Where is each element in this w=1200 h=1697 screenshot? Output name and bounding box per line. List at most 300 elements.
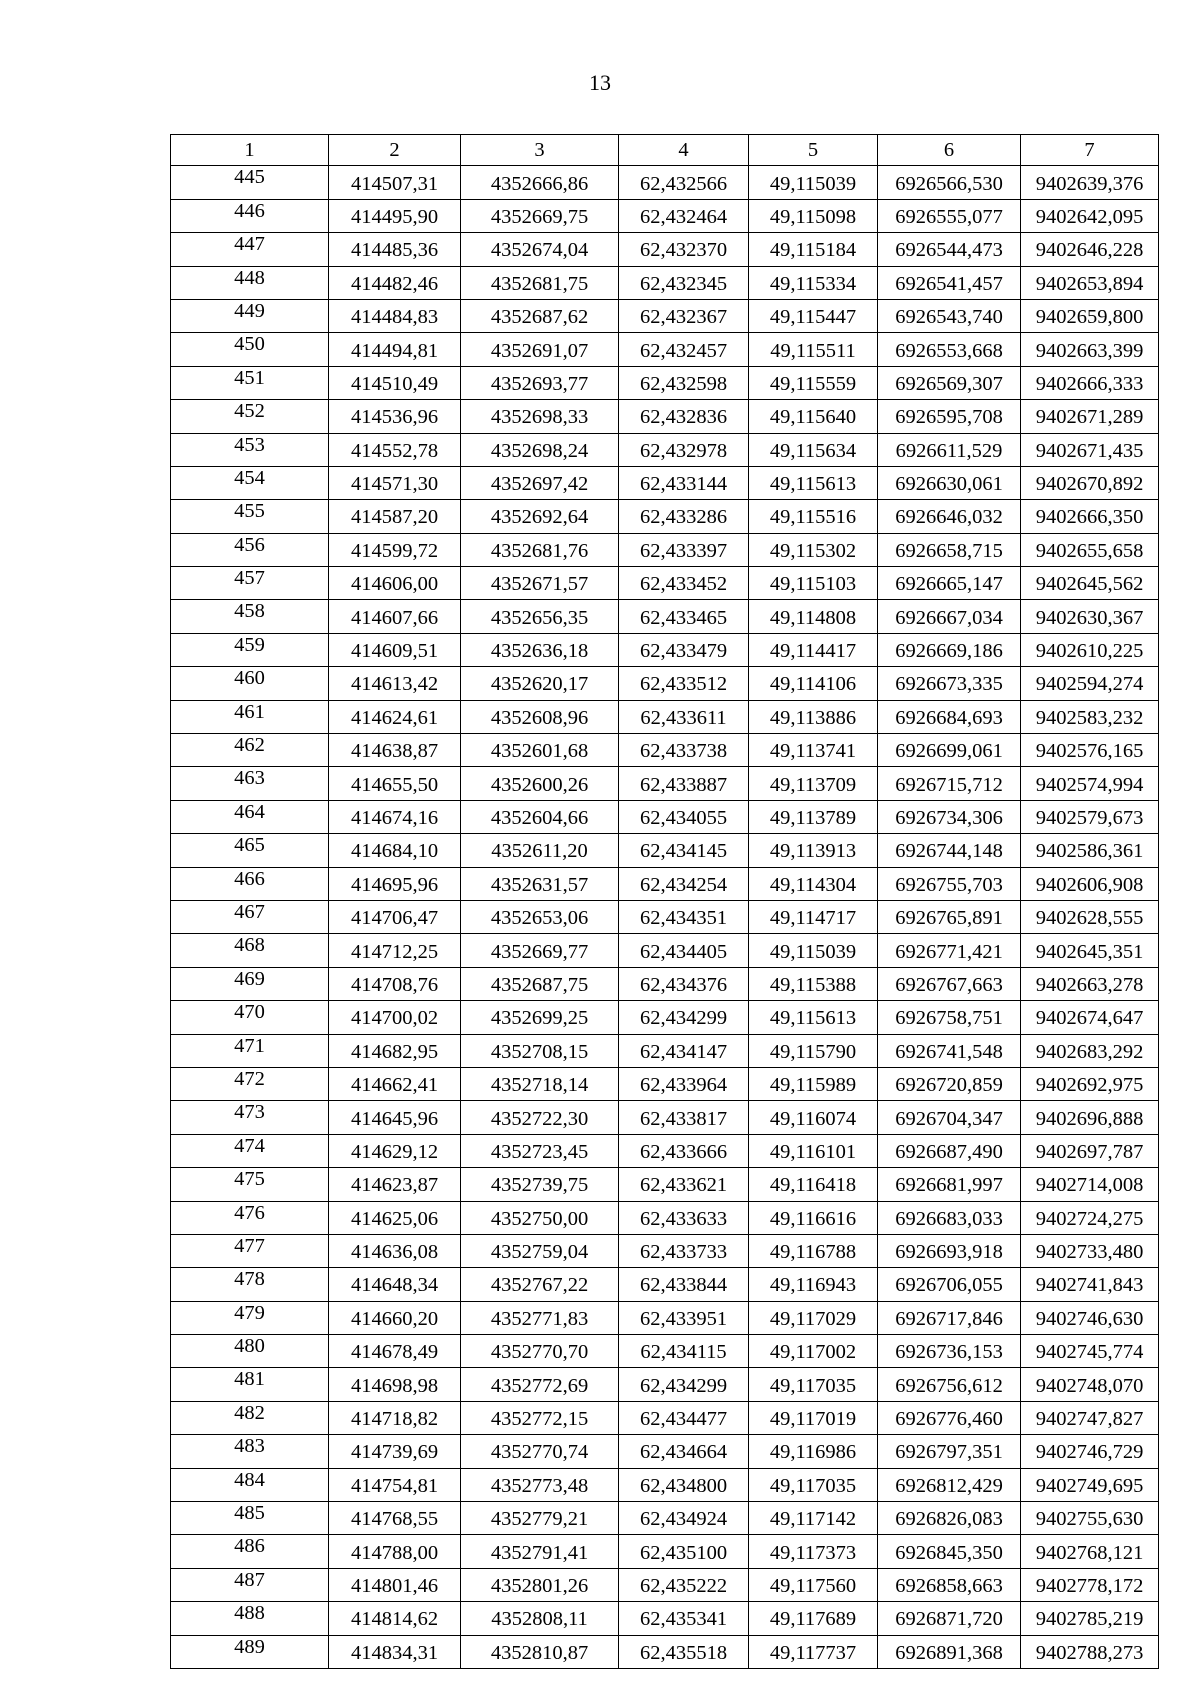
table-cell: 62,433844 bbox=[619, 1268, 749, 1301]
table-cell: 62,433951 bbox=[619, 1301, 749, 1334]
table-cell: 4352674,04 bbox=[461, 233, 619, 266]
table-cell: 9402645,562 bbox=[1021, 567, 1159, 600]
table-cell: 9402610,225 bbox=[1021, 633, 1159, 666]
table-row bbox=[171, 366, 1159, 399]
point-number-cell: 478 bbox=[171, 1268, 329, 1301]
table-cell: 4352669,77 bbox=[461, 934, 619, 967]
table-cell: 4352636,18 bbox=[461, 633, 619, 666]
table-cell: 49,115039 bbox=[749, 166, 878, 199]
column-header: 2 bbox=[329, 135, 461, 166]
point-number-cell: 487 bbox=[171, 1568, 329, 1601]
table-cell: 414655,50 bbox=[329, 767, 461, 800]
table-cell: 6926646,032 bbox=[878, 500, 1021, 533]
table-cell: 62,433479 bbox=[619, 633, 749, 666]
table-cell: 414695,96 bbox=[329, 867, 461, 900]
table-cell: 49,113886 bbox=[749, 700, 878, 733]
table-cell: 4352772,69 bbox=[461, 1368, 619, 1401]
table-row bbox=[171, 900, 1159, 933]
table-cell: 4352671,57 bbox=[461, 567, 619, 600]
table-cell: 6926765,891 bbox=[878, 900, 1021, 933]
table-cell: 6926544,473 bbox=[878, 233, 1021, 266]
table-cell: 9402674,647 bbox=[1021, 1001, 1159, 1034]
table-cell: 414609,51 bbox=[329, 633, 461, 666]
table-row bbox=[171, 400, 1159, 433]
table-row bbox=[171, 1568, 1159, 1601]
table-cell: 4352620,17 bbox=[461, 667, 619, 700]
table-cell: 9402696,888 bbox=[1021, 1101, 1159, 1134]
table-cell: 6926569,307 bbox=[878, 366, 1021, 399]
table-cell: 414495,90 bbox=[329, 199, 461, 232]
point-number-cell: 447 bbox=[171, 233, 329, 266]
table-cell: 62,434351 bbox=[619, 900, 749, 933]
table-cell: 9402579,673 bbox=[1021, 800, 1159, 833]
table-cell: 414494,81 bbox=[329, 333, 461, 366]
table-cell: 62,432345 bbox=[619, 266, 749, 299]
table-cell: 49,115184 bbox=[749, 233, 878, 266]
table-row bbox=[171, 1502, 1159, 1535]
table-row bbox=[171, 1067, 1159, 1100]
table-cell: 6926812,429 bbox=[878, 1468, 1021, 1501]
table-cell: 49,116986 bbox=[749, 1435, 878, 1468]
table-cell: 49,113741 bbox=[749, 734, 878, 767]
table-row bbox=[171, 1435, 1159, 1468]
table-cell: 9402653,894 bbox=[1021, 266, 1159, 299]
table-cell: 62,434055 bbox=[619, 800, 749, 833]
table-cell: 62,432836 bbox=[619, 400, 749, 433]
point-number-cell: 465 bbox=[171, 834, 329, 867]
table-cell: 9402663,399 bbox=[1021, 333, 1159, 366]
table-cell: 49,117737 bbox=[749, 1635, 878, 1668]
table-cell: 49,113709 bbox=[749, 767, 878, 800]
table-cell: 62,433964 bbox=[619, 1067, 749, 1100]
table-cell: 4352698,33 bbox=[461, 400, 619, 433]
table-cell: 6926683,033 bbox=[878, 1201, 1021, 1234]
table-cell: 9402683,292 bbox=[1021, 1034, 1159, 1067]
table-cell: 49,115103 bbox=[749, 567, 878, 600]
table-cell: 4352767,22 bbox=[461, 1268, 619, 1301]
table-cell: 62,433397 bbox=[619, 533, 749, 566]
table-cell: 414700,02 bbox=[329, 1001, 461, 1034]
table-cell: 6926566,530 bbox=[878, 166, 1021, 199]
table-cell: 414606,00 bbox=[329, 567, 461, 600]
table-cell: 49,116074 bbox=[749, 1101, 878, 1134]
table-row bbox=[171, 433, 1159, 466]
table-cell: 62,432367 bbox=[619, 299, 749, 332]
table-cell: 49,117142 bbox=[749, 1502, 878, 1535]
page-number: 13 bbox=[589, 70, 611, 95]
table-cell: 4352810,87 bbox=[461, 1635, 619, 1668]
point-number-cell: 470 bbox=[171, 1001, 329, 1034]
point-number-cell: 449 bbox=[171, 299, 329, 332]
table-cell: 414510,49 bbox=[329, 366, 461, 399]
table-cell: 49,116616 bbox=[749, 1201, 878, 1234]
table-row bbox=[171, 1468, 1159, 1501]
table-cell: 4352681,76 bbox=[461, 533, 619, 566]
table-cell: 414482,46 bbox=[329, 266, 461, 299]
point-number-cell: 461 bbox=[171, 700, 329, 733]
table-cell: 4352692,64 bbox=[461, 500, 619, 533]
table-row bbox=[171, 700, 1159, 733]
table-cell: 9402639,376 bbox=[1021, 166, 1159, 199]
table-cell: 62,432566 bbox=[619, 166, 749, 199]
table-cell: 62,435100 bbox=[619, 1535, 749, 1568]
table-cell: 6926771,421 bbox=[878, 934, 1021, 967]
table-cell: 6926706,055 bbox=[878, 1268, 1021, 1301]
table-cell: 62,434477 bbox=[619, 1401, 749, 1434]
table-cell: 4352693,77 bbox=[461, 366, 619, 399]
table-row bbox=[171, 266, 1159, 299]
table-row bbox=[171, 567, 1159, 600]
table-cell: 414625,06 bbox=[329, 1201, 461, 1234]
table-cell: 6926687,490 bbox=[878, 1134, 1021, 1167]
table-cell: 6926736,153 bbox=[878, 1335, 1021, 1368]
table-cell: 9402785,219 bbox=[1021, 1602, 1159, 1635]
table-cell: 4352773,48 bbox=[461, 1468, 619, 1501]
table-cell: 6926744,148 bbox=[878, 834, 1021, 867]
table-cell: 9402670,892 bbox=[1021, 466, 1159, 499]
table-cell: 4352601,68 bbox=[461, 734, 619, 767]
table-row bbox=[171, 1001, 1159, 1034]
table-cell: 4352791,41 bbox=[461, 1535, 619, 1568]
table-cell: 6926658,715 bbox=[878, 533, 1021, 566]
table-cell: 49,114304 bbox=[749, 867, 878, 900]
point-number-cell: 446 bbox=[171, 199, 329, 232]
point-number-cell: 464 bbox=[171, 800, 329, 833]
point-number-cell: 456 bbox=[171, 533, 329, 566]
table-cell: 4352750,00 bbox=[461, 1201, 619, 1234]
table-cell: 6926665,147 bbox=[878, 567, 1021, 600]
table-cell: 6926826,083 bbox=[878, 1502, 1021, 1535]
table-cell: 49,115640 bbox=[749, 400, 878, 433]
table-cell: 62,432978 bbox=[619, 433, 749, 466]
table-cell: 49,115098 bbox=[749, 199, 878, 232]
table-cell: 414624,61 bbox=[329, 700, 461, 733]
table-cell: 6926543,740 bbox=[878, 299, 1021, 332]
table-cell: 6926667,034 bbox=[878, 600, 1021, 633]
table-cell: 49,117560 bbox=[749, 1568, 878, 1601]
table-cell: 62,434145 bbox=[619, 834, 749, 867]
table-cell: 6926684,693 bbox=[878, 700, 1021, 733]
table-row bbox=[171, 1401, 1159, 1434]
table-cell: 6926755,703 bbox=[878, 867, 1021, 900]
table-cell: 9402749,695 bbox=[1021, 1468, 1159, 1501]
table-cell: 4352666,86 bbox=[461, 166, 619, 199]
table-cell: 6926611,529 bbox=[878, 433, 1021, 466]
table-cell: 6926630,061 bbox=[878, 466, 1021, 499]
point-number-cell: 473 bbox=[171, 1101, 329, 1134]
table-cell: 6926741,548 bbox=[878, 1034, 1021, 1067]
table-cell: 414613,42 bbox=[329, 667, 461, 700]
table-row bbox=[171, 967, 1159, 1000]
table-cell: 4352718,14 bbox=[461, 1067, 619, 1100]
table-cell: 49,114808 bbox=[749, 600, 878, 633]
table-cell: 9402659,800 bbox=[1021, 299, 1159, 332]
table-cell: 4352759,04 bbox=[461, 1234, 619, 1267]
table-cell: 9402663,278 bbox=[1021, 967, 1159, 1000]
table-cell: 414629,12 bbox=[329, 1134, 461, 1167]
table-cell: 4352770,70 bbox=[461, 1335, 619, 1368]
table-cell: 9402697,787 bbox=[1021, 1134, 1159, 1167]
table-cell: 62,433817 bbox=[619, 1101, 749, 1134]
table-row bbox=[171, 934, 1159, 967]
table-row bbox=[171, 867, 1159, 900]
point-number-cell: 450 bbox=[171, 333, 329, 366]
table-row bbox=[171, 533, 1159, 566]
table-cell: 414607,66 bbox=[329, 600, 461, 633]
table-cell: 414571,30 bbox=[329, 466, 461, 499]
table-cell: 4352600,26 bbox=[461, 767, 619, 800]
table-cell: 62,433144 bbox=[619, 466, 749, 499]
table-cell: 62,434147 bbox=[619, 1034, 749, 1067]
table-cell: 62,433611 bbox=[619, 700, 749, 733]
point-number-cell: 488 bbox=[171, 1602, 329, 1635]
table-cell: 414684,10 bbox=[329, 834, 461, 867]
table-cell: 414834,31 bbox=[329, 1635, 461, 1668]
table-cell: 49,114417 bbox=[749, 633, 878, 666]
table-row bbox=[171, 466, 1159, 499]
table-cell: 6926734,306 bbox=[878, 800, 1021, 833]
point-number-cell: 471 bbox=[171, 1034, 329, 1067]
table-row bbox=[171, 600, 1159, 633]
table-cell: 49,116101 bbox=[749, 1134, 878, 1167]
table-cell: 414768,55 bbox=[329, 1502, 461, 1535]
column-header: 1 bbox=[171, 135, 329, 166]
table-cell: 6926797,351 bbox=[878, 1435, 1021, 1468]
table-cell: 6926699,061 bbox=[878, 734, 1021, 767]
table-cell: 49,116943 bbox=[749, 1268, 878, 1301]
table-cell: 62,434254 bbox=[619, 867, 749, 900]
table-row bbox=[171, 1535, 1159, 1568]
table-cell: 414660,20 bbox=[329, 1301, 461, 1334]
point-number-cell: 486 bbox=[171, 1535, 329, 1568]
table-cell: 49,115613 bbox=[749, 1001, 878, 1034]
table-cell: 49,115388 bbox=[749, 967, 878, 1000]
column-header: 4 bbox=[619, 135, 749, 166]
table-cell: 414801,46 bbox=[329, 1568, 461, 1601]
table-cell: 62,432370 bbox=[619, 233, 749, 266]
table-row bbox=[171, 1635, 1159, 1668]
table-cell: 6926555,077 bbox=[878, 199, 1021, 232]
table-cell: 414739,69 bbox=[329, 1435, 461, 1468]
table-cell: 9402630,367 bbox=[1021, 600, 1159, 633]
point-number-cell: 475 bbox=[171, 1168, 329, 1201]
table-cell: 4352771,83 bbox=[461, 1301, 619, 1334]
table-cell: 9402666,333 bbox=[1021, 366, 1159, 399]
table-cell: 62,435341 bbox=[619, 1602, 749, 1635]
table-cell: 62,434924 bbox=[619, 1502, 749, 1535]
table-cell: 62,434299 bbox=[619, 1001, 749, 1034]
table-cell: 9402746,630 bbox=[1021, 1301, 1159, 1334]
table-cell: 62,433633 bbox=[619, 1201, 749, 1234]
point-number-cell: 455 bbox=[171, 500, 329, 533]
coordinates-table bbox=[170, 134, 1159, 1669]
table-cell: 9402788,273 bbox=[1021, 1635, 1159, 1668]
table-cell: 9402594,274 bbox=[1021, 667, 1159, 700]
table-cell: 62,433733 bbox=[619, 1234, 749, 1267]
table-cell: 6926669,186 bbox=[878, 633, 1021, 666]
table-cell: 6926673,335 bbox=[878, 667, 1021, 700]
point-number-cell: 477 bbox=[171, 1234, 329, 1267]
table-cell: 9402745,774 bbox=[1021, 1335, 1159, 1368]
table-cell: 414706,47 bbox=[329, 900, 461, 933]
point-number-cell: 454 bbox=[171, 466, 329, 499]
table-cell: 6926553,668 bbox=[878, 333, 1021, 366]
table-body bbox=[171, 166, 1159, 1669]
table-cell: 4352723,45 bbox=[461, 1134, 619, 1167]
table-cell: 6926717,846 bbox=[878, 1301, 1021, 1334]
table-cell: 414678,49 bbox=[329, 1335, 461, 1368]
table-cell: 6926704,347 bbox=[878, 1101, 1021, 1134]
table-cell: 4352698,24 bbox=[461, 433, 619, 466]
table-cell: 49,115790 bbox=[749, 1034, 878, 1067]
point-number-cell: 476 bbox=[171, 1201, 329, 1234]
point-number-cell: 445 bbox=[171, 166, 329, 199]
table-cell: 62,433621 bbox=[619, 1168, 749, 1201]
table-cell: 414507,31 bbox=[329, 166, 461, 199]
table-cell: 4352770,74 bbox=[461, 1435, 619, 1468]
table-cell: 6926681,997 bbox=[878, 1168, 1021, 1201]
table-cell: 414599,72 bbox=[329, 533, 461, 566]
point-number-cell: 479 bbox=[171, 1301, 329, 1334]
table-cell: 49,116788 bbox=[749, 1234, 878, 1267]
table-cell: 9402645,351 bbox=[1021, 934, 1159, 967]
table-cell: 6926767,663 bbox=[878, 967, 1021, 1000]
table-cell: 414636,08 bbox=[329, 1234, 461, 1267]
table-cell: 4352699,25 bbox=[461, 1001, 619, 1034]
table-cell: 414708,76 bbox=[329, 967, 461, 1000]
table-row bbox=[171, 199, 1159, 232]
table-cell: 49,113913 bbox=[749, 834, 878, 867]
table-cell: 414712,25 bbox=[329, 934, 461, 967]
table-row bbox=[171, 1168, 1159, 1201]
table-cell: 9402576,165 bbox=[1021, 734, 1159, 767]
table-cell: 62,434800 bbox=[619, 1468, 749, 1501]
table-cell: 49,114717 bbox=[749, 900, 878, 933]
table-cell: 9402628,555 bbox=[1021, 900, 1159, 933]
table-cell: 9402747,827 bbox=[1021, 1401, 1159, 1434]
point-number-cell: 452 bbox=[171, 400, 329, 433]
table-row bbox=[171, 1301, 1159, 1334]
table-cell: 414754,81 bbox=[329, 1468, 461, 1501]
table-cell: 62,433465 bbox=[619, 600, 749, 633]
point-number-cell: 448 bbox=[171, 266, 329, 299]
table-row bbox=[171, 1368, 1159, 1401]
table-cell: 49,115447 bbox=[749, 299, 878, 332]
table-cell: 4352656,35 bbox=[461, 600, 619, 633]
table-row bbox=[171, 1234, 1159, 1267]
table-cell: 4352772,15 bbox=[461, 1401, 619, 1434]
table-cell: 62,434405 bbox=[619, 934, 749, 967]
table-cell: 62,432464 bbox=[619, 199, 749, 232]
point-number-cell: 472 bbox=[171, 1067, 329, 1100]
point-number-cell: 458 bbox=[171, 600, 329, 633]
table-cell: 4352687,62 bbox=[461, 299, 619, 332]
table-cell: 62,433666 bbox=[619, 1134, 749, 1167]
table-cell: 414645,96 bbox=[329, 1101, 461, 1134]
table-cell: 49,117035 bbox=[749, 1368, 878, 1401]
point-number-cell: 469 bbox=[171, 967, 329, 1000]
table-cell: 6926756,612 bbox=[878, 1368, 1021, 1401]
table-cell: 49,117002 bbox=[749, 1335, 878, 1368]
table-cell: 4352722,30 bbox=[461, 1101, 619, 1134]
table-cell: 414484,83 bbox=[329, 299, 461, 332]
table-row bbox=[171, 633, 1159, 666]
point-number-cell: 451 bbox=[171, 366, 329, 399]
table-cell: 4352687,75 bbox=[461, 967, 619, 1000]
table-cell: 9402755,630 bbox=[1021, 1502, 1159, 1535]
table-row bbox=[171, 166, 1159, 199]
table-cell: 49,113789 bbox=[749, 800, 878, 833]
table-cell: 49,115334 bbox=[749, 266, 878, 299]
table-cell: 9402692,975 bbox=[1021, 1067, 1159, 1100]
table-cell: 49,116418 bbox=[749, 1168, 878, 1201]
table-row bbox=[171, 800, 1159, 833]
table-row bbox=[171, 1201, 1159, 1234]
table-row bbox=[171, 333, 1159, 366]
point-number-cell: 481 bbox=[171, 1368, 329, 1401]
table-cell: 62,433738 bbox=[619, 734, 749, 767]
table-cell: 4352653,06 bbox=[461, 900, 619, 933]
table-cell: 4352631,57 bbox=[461, 867, 619, 900]
table-cell: 4352801,26 bbox=[461, 1568, 619, 1601]
table-cell: 4352708,15 bbox=[461, 1034, 619, 1067]
table-cell: 414648,34 bbox=[329, 1268, 461, 1301]
table-cell: 4352697,42 bbox=[461, 466, 619, 499]
table-cell: 414814,62 bbox=[329, 1602, 461, 1635]
table-cell: 49,115559 bbox=[749, 366, 878, 399]
table-row bbox=[171, 233, 1159, 266]
table-cell: 414587,20 bbox=[329, 500, 461, 533]
point-number-cell: 482 bbox=[171, 1401, 329, 1434]
table-cell: 4352604,66 bbox=[461, 800, 619, 833]
table-cell: 49,115039 bbox=[749, 934, 878, 967]
table-cell: 49,117019 bbox=[749, 1401, 878, 1434]
table-row bbox=[171, 1134, 1159, 1167]
table-row bbox=[171, 767, 1159, 800]
table-cell: 4352779,21 bbox=[461, 1502, 619, 1535]
table-row bbox=[171, 1602, 1159, 1635]
table-cell: 9402646,228 bbox=[1021, 233, 1159, 266]
table-cell: 414552,78 bbox=[329, 433, 461, 466]
column-header: 5 bbox=[749, 135, 878, 166]
table-cell: 9402741,843 bbox=[1021, 1268, 1159, 1301]
table-cell: 49,115516 bbox=[749, 500, 878, 533]
table-cell: 414718,82 bbox=[329, 1401, 461, 1434]
table-cell: 6926858,663 bbox=[878, 1568, 1021, 1601]
table-cell: 62,433512 bbox=[619, 667, 749, 700]
point-number-cell: 463 bbox=[171, 767, 329, 800]
table-cell: 4352681,75 bbox=[461, 266, 619, 299]
table-row bbox=[171, 1268, 1159, 1301]
point-number-cell: 459 bbox=[171, 633, 329, 666]
table-cell: 9402586,361 bbox=[1021, 834, 1159, 867]
table-row bbox=[171, 1034, 1159, 1067]
column-header: 3 bbox=[461, 135, 619, 166]
table-row bbox=[171, 1335, 1159, 1368]
point-number-cell: 483 bbox=[171, 1435, 329, 1468]
table-cell: 414536,96 bbox=[329, 400, 461, 433]
table-cell: 4352808,11 bbox=[461, 1602, 619, 1635]
table-cell: 6926891,368 bbox=[878, 1635, 1021, 1668]
table-cell: 414662,41 bbox=[329, 1067, 461, 1100]
table-cell: 414674,16 bbox=[329, 800, 461, 833]
table-cell: 6926845,350 bbox=[878, 1535, 1021, 1568]
table-cell: 414638,87 bbox=[329, 734, 461, 767]
table-cell: 6926693,918 bbox=[878, 1234, 1021, 1267]
table-cell: 4352669,75 bbox=[461, 199, 619, 232]
table-row bbox=[171, 667, 1159, 700]
table-cell: 9402724,275 bbox=[1021, 1201, 1159, 1234]
